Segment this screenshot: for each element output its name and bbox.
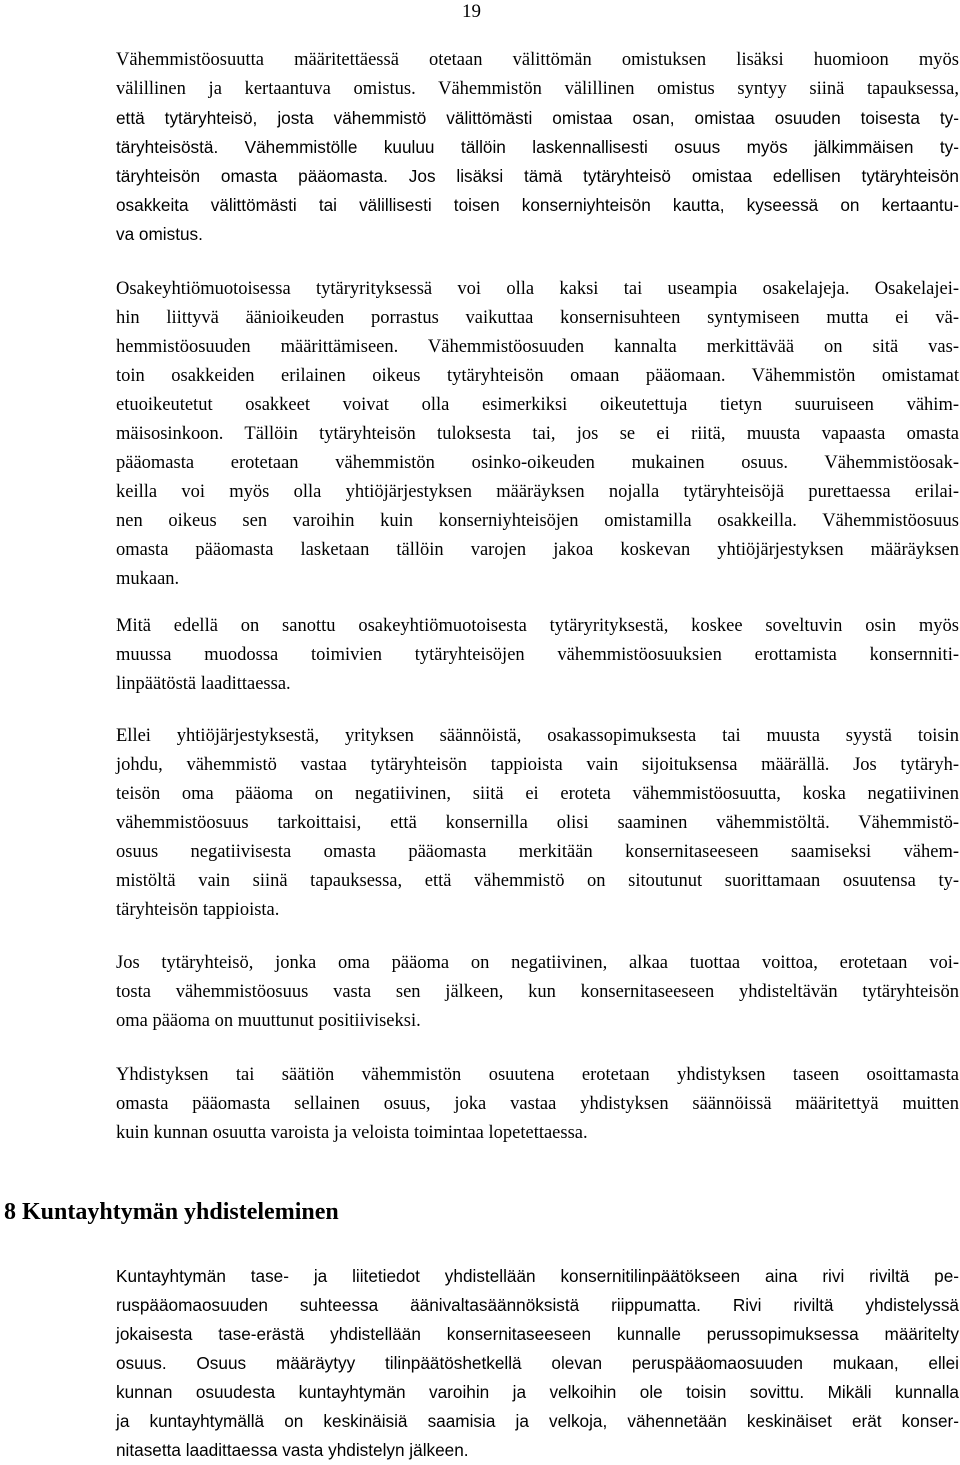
paragraph-line: osuus negatiivisesta omasta pääomasta merkitään konsernitaseeseen saamiseksi vähem- [116,842,959,862]
paragraph-line: täryhteisön tappioista. [116,900,280,920]
paragraph-line: osuus. Osuus määräytyy tilinpäätöshetkellä olevan peruspääomaosuuden mukaan, ellei [116,1353,959,1373]
paragraph-line: oma pääoma on muuttunut positiiviseksi. [116,1011,421,1031]
paragraph-line: mistöltä vain siinä tapauksessa, että vähemmistö on sitoutunut suorittamaan osuutensa ty- [116,871,959,891]
paragraph-line: keilla voi myös olla yhtiöjärjestyksen määräyksen nojalla tytäryhteisöjä purettaessa erilai- [116,482,959,502]
paragraph-line: Kuntayhtymän tase- ja liitetiedot yhdistellään konsernitilinpäätökseen aina rivi riviltä pe- [116,1266,959,1286]
paragraph-line: vähemmistöosuus tarkoittaisi, että konsernilla olisi saaminen vähemmistöltä. Vähemmistö- [116,813,959,833]
paragraph-line: linpäätöstä laadittaessa. [116,674,291,694]
paragraph-line: osakkeita välittömästi tai välillisesti toisen konserniyhteisön kautta, kyseessä on kertaantu- [116,195,959,215]
paragraph-line: nitasetta laadittaessa vasta yhdistelyn jälkeen. [116,1440,469,1460]
paragraph-1 [116,46,959,249]
paragraph-line: välillinen ja kertaantuva omistus. Vähemmistön välillinen omistus syntyy siinä tapauksessa, [116,79,959,99]
paragraph-line: Jos tytäryhteisö, jonka oma pääoma on negatiivinen, alkaa tuottaa voittoa, erotetaan voi- [116,953,959,973]
paragraph-2 [116,275,959,594]
paragraph-line: kunnan osuudesta kuntayhtymän varoihin ja velkoihin ole toisin sovittu. Mikäli kunnalla [116,1382,959,1402]
paragraph-line: täryhteisön omasta pääomasta. Jos lisäksi tämä tytäryhteisö omistaa edellisen tytäryhteisön [116,166,959,186]
paragraph-6 [116,1061,959,1148]
paragraph-line: Ellei yhtiöjärjestyksestä, yrityksen säännöistä, osakassopimuksesta tai muusta syystä toisin [116,726,959,746]
paragraph-line: omasta pääomasta lasketaan tällöin varojen jakoa koskevan yhtiöjärjestyksen määräyksen [116,540,959,560]
section-heading: 8 Kuntayhtymän yhdisteleminen [4,1199,339,1225]
paragraph-line: jokaisesta tase-erästä yhdistellään konsernitaseeseen kunnalle perussopimuksessa määritelty [116,1324,959,1344]
paragraph-line: omasta pääomasta sellainen osuus, joka vastaa yhdistyksen säännöissä määritettyä muitten [116,1094,959,1114]
paragraph-line: Osakeyhtiömuotoisessa tytäryrityksessä voi olla kaksi tai useampia osakelajeja. Osakelajei- [116,279,959,299]
paragraph-line: etuoikeutetut osakkeet voivat olla esimerkiksi oikeutettuja tietyn suuruiseen vähim- [116,395,959,415]
paragraph-line: pääomasta erotetaan vähemmistön osinko-oikeuden mukainen osuus. Vähemmistöosak- [116,453,959,473]
paragraph-line: hemmistöosuuden määrittämiseen. Vähemmistöosuuden kannalta merkittävää on sitä vas- [116,337,959,357]
paragraph-4 [116,722,959,925]
paragraph-line: Yhdistyksen tai säätiön vähemmistön osuutena erotetaan yhdistyksen taseen osoittamasta [116,1065,959,1085]
paragraph-line: va omistus. [116,224,203,244]
paragraph-line: ruspääomaosuuden suhteessa äänivaltasäännöksistä riippumatta. Rivi riviltä yhdistelyssä [116,1295,959,1315]
paragraph-3 [116,612,959,699]
paragraph-line: Mitä edellä on sanottu osakeyhtiömuotoisesta tytäryrityksestä, koskee soveltuvin osin myös [116,616,959,636]
paragraph-line: tosta vähemmistöosuus vasta sen jälkeen, kun konsernitaseeseen yhdisteltävän tytäryhteisön [116,982,959,1002]
page-number: 19 [462,1,481,22]
paragraph-line: mukaan. [116,569,180,589]
paragraph-line: hin liittyvä äänioikeuden porrastus vaikuttaa konsernisuhteen syntymiseen mutta ei vä- [116,308,959,328]
paragraph-line: nen oikeus sen varoihin kuin konserniyhteisöjen omistamilla osakkeilla. Vähemmistöosuus [116,511,959,531]
paragraph-line: johdu, vähemmistö vastaa tytäryhteisön tappioista vain sijoituksensa määrällä. Jos tytäryh- [116,755,959,775]
paragraph-line: kuin kunnan osuutta varoista ja veloista toimintaa lopetettaessa. [116,1123,588,1143]
paragraph-line: ja kuntayhtymällä on keskinäisiä saamisia ja velkoja, vähennetään keskinäiset erät konser- [116,1411,959,1431]
paragraph-5 [116,949,959,1036]
paragraph-line: että tytäryhteisö, josta vähemmistö välittömästi omistaa osan, omistaa osuuden toisesta ty- [116,108,959,128]
paragraph-line: Vähemmistöosuutta määritettäessä otetaan välittömän omistuksen lisäksi huomioon myös [116,50,959,70]
paragraph-line: täryhteisöstä. Vähemmistölle kuuluu tällöin laskennallisesti osuus myös jälkimmäisen ty- [116,137,959,157]
paragraph-line: muussa muodossa toimivien tytäryhteisöjen vähemmistöosuuksien erottamista konsernniti- [116,645,959,665]
paragraph-line: toin osakkeiden erilainen oikeus tytäryhteisön omaan pääomaan. Vähemmistön omistamat [116,366,959,386]
paragraph-line: mäisosinkoon. Tällöin tytäryhteisön tuloksesta tai, jos se ei riitä, muusta vapaasta omasta [116,424,959,444]
paragraph-line: teisön oma pääoma on negatiivinen, siitä ei eroteta vähemmistöosuutta, koska negatiivinen [116,784,959,804]
paragraph-7 [116,1262,959,1465]
